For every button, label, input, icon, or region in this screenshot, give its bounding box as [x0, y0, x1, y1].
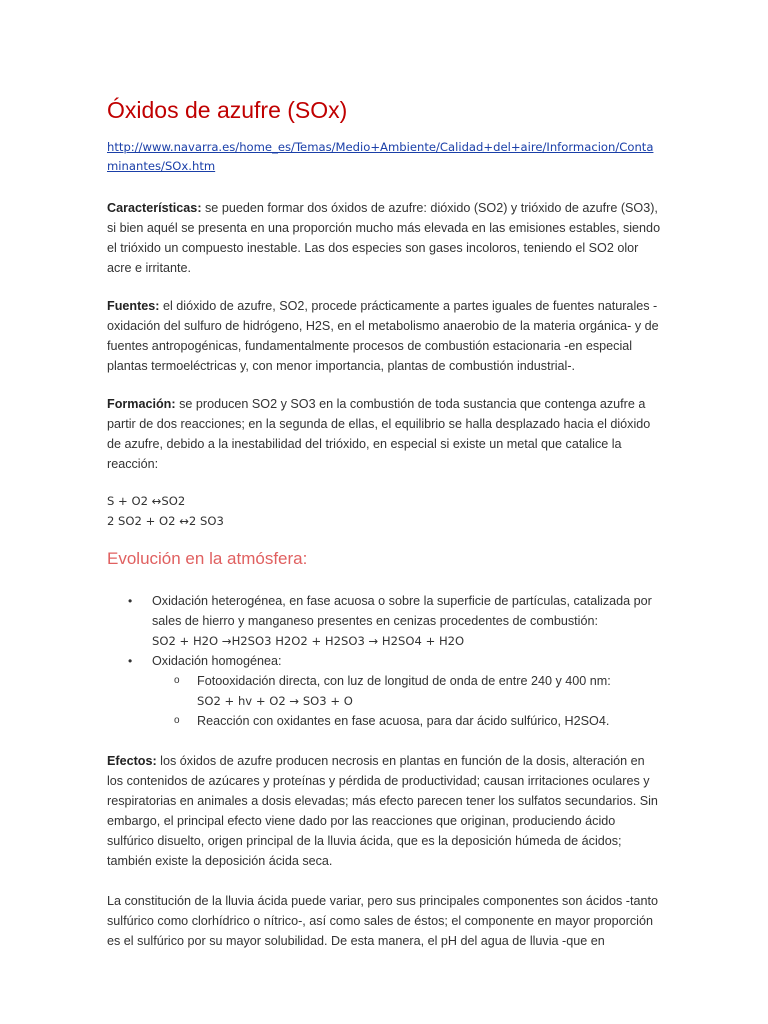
text-formacion: se producen SO2 y SO3 en la combustión de toda sustancia que contenga azufre a partir de dos reacciones; en la segunda de ellas, el equilibrio se halla desplazado hacia el dióxido de azufre, debido a la inestabilidad del trióxido, en especial si existe un metal que catalice la reacción:	[107, 397, 651, 471]
label-formacion: Formación:	[107, 397, 176, 411]
list-item-text: Oxidación homogénea:	[152, 654, 282, 668]
paragraph-caracteristicas	[107, 198, 662, 278]
page-title: Óxidos de azufre (SOx)	[107, 97, 348, 123]
source-link-line2[interactable]: minantes/SOx.htm	[107, 159, 216, 173]
bullet-icon: •	[128, 654, 133, 668]
section-heading-evolucion: Evolución en la atmósfera:	[107, 549, 308, 568]
text-caracteristicas: se pueden formar dos óxidos de azufre: dióxido (SO2) y trióxido de azufre (SO3), si bien aquél se presenta en una proporción mucho más elevada en las emisiones estables, siendo el trióxido un compuesto inestable. Las dos especies son gases incoloros, teniendo el SO2 olor acre e irritante.	[107, 201, 661, 275]
sublist-item	[152, 671, 662, 711]
paragraph-fuentes	[107, 296, 662, 376]
label-efectos: Efectos:	[107, 754, 157, 768]
evolucion-list	[107, 591, 662, 731]
text-efectos: los óxidos de azufre producen necrosis en plantas en función de la dosis, alteración en los contenidos de azúcares y proteínas y pérdida de productividad; causan irritaciones oculares y respiratorias en animales a dosis elevadas; más efecto parecen tener los sulfatos secundarios. Sin embargo, el principal efecto viene dado por las reacciones que originan, produciendo ácido sulfúrico disuelto, origen principal de la lluvia ácida, que es la deposición húmeda de ácidos; también existe la deposición ácida seca.	[107, 754, 658, 868]
source-link[interactable]	[107, 138, 662, 176]
sublist-item-formula: SO2 + hv + O2 → SO3 + O	[197, 694, 353, 708]
sublist-item-text: Reacción con oxidantes en fase acuosa, para dar ácido sulfúrico, H2SO4.	[197, 714, 610, 728]
formula-block	[107, 491, 662, 531]
bullet-icon: •	[128, 594, 133, 608]
label-fuentes: Fuentes:	[107, 299, 160, 313]
paragraph-lluvia: La constitución de la lluvia ácida puede variar, pero sus principales componentes son ácidos -tanto sulfúrico como clorhídrico o nítrico-, así como sales de éstos; el componente en mayor proporción es el sulfúrico por su mayor solubilidad. De esta manera, el pH del agua de lluvia -que en	[107, 894, 658, 948]
label-caracteristicas: Características:	[107, 201, 202, 215]
text-fuentes: el dióxido de azufre, SO2, procede prácticamente a partes iguales de fuentes naturales -oxidación del sulfuro de hidrógeno, H2S, en el metabolismo anaerobio de la materia orgánica- y de fuentes antropogénicas, fundamentalmente procesos de combustión estacionaria -en especial plantas termoeléctricas y, con menor importancia, plantas de combustión industrial-.	[107, 299, 659, 373]
circle-bullet-icon: o	[174, 715, 180, 726]
paragraph-efectos	[107, 751, 662, 871]
sublist	[152, 671, 662, 731]
list-item	[107, 591, 662, 651]
circle-bullet-icon: o	[174, 675, 180, 686]
sublist-item	[152, 711, 662, 731]
document-content	[107, 96, 662, 951]
paragraph-formacion	[107, 394, 662, 474]
formula-line-2: 2 SO2 + O2 ↔2 SO3	[107, 514, 224, 528]
list-item	[107, 651, 662, 731]
source-link-line1[interactable]: http://www.navarra.es/home_es/Temas/Medio+Ambiente/Calidad+del+aire/Informacion/Conta	[107, 140, 654, 154]
list-item-text: Oxidación heterogénea, en fase acuosa o sobre la superficie de partículas, catalizada por sales de hierro y manganeso presentes en cenizas procedentes de combustión:	[152, 594, 652, 628]
sublist-item-text: Fotooxidación directa, con luz de longitud de onda de entre 240 y 400 nm:	[197, 674, 611, 688]
formula-line-1: S + O2 ↔SO2	[107, 494, 186, 508]
list-item-formula: SO2 + H2O →H2SO3 H2O2 + H2SO3 → H2SO4 + H2O	[152, 634, 465, 648]
